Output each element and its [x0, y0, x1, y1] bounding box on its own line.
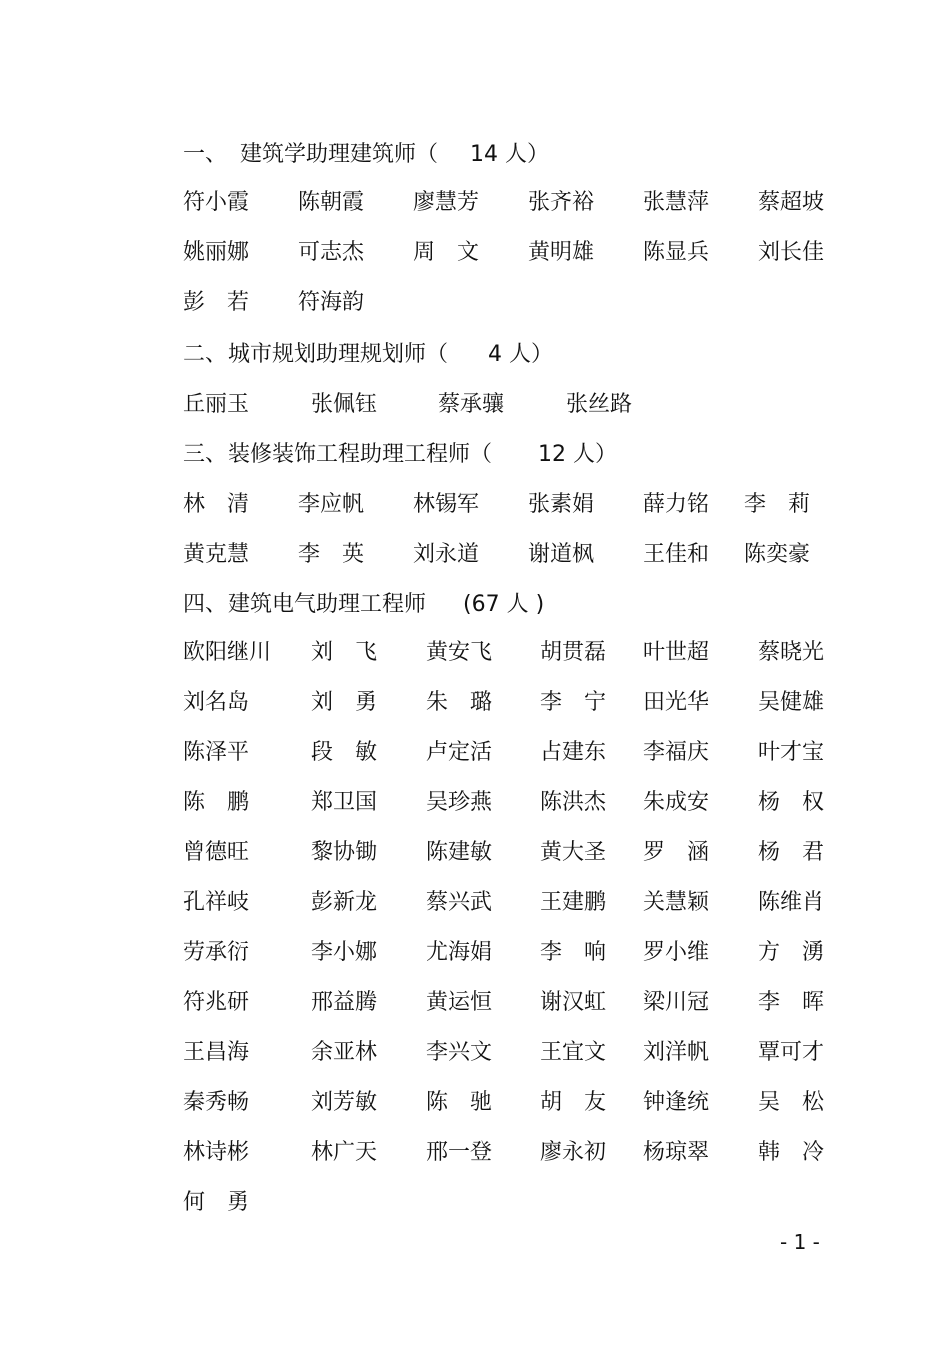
- person-name: 刘 飞: [311, 640, 378, 665]
- person-name: 段 敏: [311, 740, 378, 765]
- person-name: 黄克慧: [183, 542, 250, 567]
- section-heading-count: 14 人）: [470, 142, 549, 167]
- person-name: 黎协锄: [311, 840, 378, 865]
- person-name: 方 湧: [758, 940, 825, 965]
- person-name: 欧阳继川: [183, 640, 272, 665]
- person-name: 蔡晓光: [758, 640, 825, 665]
- person-name: 谢道枫: [528, 542, 595, 567]
- section-heading-prefix: 三、: [183, 442, 228, 467]
- person-name: 张齐裕: [528, 190, 595, 215]
- person-name: 王佳和: [643, 542, 710, 567]
- person-name: 卢定活: [426, 740, 493, 765]
- person-name: 胡 友: [540, 1090, 607, 1115]
- section-heading-title: 建筑学助理建筑师（: [240, 142, 439, 167]
- person-name: 陈 鹏: [183, 790, 250, 815]
- person-name: 林 清: [183, 492, 250, 517]
- person-name: 彭 若: [183, 290, 250, 315]
- person-name: 李 响: [540, 940, 607, 965]
- person-name: 余亚林: [311, 1040, 378, 1065]
- person-name: 叶世超: [643, 640, 710, 665]
- person-name: 蔡超坡: [758, 190, 825, 215]
- person-name: 薛力铭: [643, 492, 710, 517]
- person-name: 丘丽玉: [183, 392, 250, 417]
- person-name: 陈显兵: [643, 240, 710, 265]
- section-heading-title: 城市规划助理规划师（: [228, 342, 449, 367]
- person-name: 李兴文: [426, 1040, 493, 1065]
- person-name: 廖慧芳: [413, 190, 480, 215]
- person-name: 黄明雄: [528, 240, 595, 265]
- person-name: 陈维肖: [758, 890, 825, 915]
- person-name: 田光华: [643, 690, 710, 715]
- person-name: 彭新龙: [311, 890, 378, 915]
- person-name: 林锡军: [413, 492, 480, 517]
- person-name: 孔祥岐: [183, 890, 250, 915]
- person-name: 吴健雄: [758, 690, 825, 715]
- person-name: 姚丽娜: [183, 240, 250, 265]
- person-name: 罗小维: [643, 940, 710, 965]
- person-name: 朱成安: [643, 790, 710, 815]
- person-name: 陈奕豪: [744, 542, 811, 567]
- person-name: 罗 涵: [643, 840, 710, 865]
- section-heading-count: 12 人）: [538, 442, 617, 467]
- person-name: 邢一登: [426, 1140, 493, 1165]
- person-name: 廖永初: [540, 1140, 607, 1165]
- person-name: 尤海娟: [426, 940, 493, 965]
- person-name: 陈朝霞: [298, 190, 365, 215]
- person-name: 陈 驰: [426, 1090, 493, 1115]
- person-name: 周 文: [413, 240, 480, 265]
- person-name: 张素娟: [528, 492, 595, 517]
- section-heading-count: (67 人 ): [463, 592, 545, 617]
- person-name: 谢汉虹: [540, 990, 607, 1015]
- section-heading-prefix: 四、: [183, 592, 228, 617]
- person-name: 林广天: [311, 1140, 378, 1165]
- person-name: 何 勇: [183, 1190, 250, 1215]
- section-heading-title: 建筑电气助理工程师: [228, 592, 427, 617]
- person-name: 李 英: [298, 542, 365, 567]
- person-name: 刘名岛: [183, 690, 250, 715]
- section-heading-count: 4 人）: [488, 342, 553, 367]
- person-name: 杨 权: [758, 790, 825, 815]
- person-name: 秦秀畅: [183, 1090, 250, 1115]
- person-name: 蔡承骧: [438, 392, 505, 417]
- person-name: 李小娜: [311, 940, 378, 965]
- person-name: 张丝路: [566, 392, 633, 417]
- person-name: 吴 松: [758, 1090, 825, 1115]
- person-name: 符小霞: [183, 190, 250, 215]
- person-name: 蔡兴武: [426, 890, 493, 915]
- person-name: 陈洪杰: [540, 790, 607, 815]
- page-number: - 1 -: [780, 1230, 820, 1254]
- person-name: 曾德旺: [183, 840, 250, 865]
- person-name: 吴珍燕: [426, 790, 493, 815]
- person-name: 郑卫国: [311, 790, 378, 815]
- person-name: 张慧萍: [643, 190, 710, 215]
- person-name: 刘 勇: [311, 690, 378, 715]
- person-name: 梁川冠: [643, 990, 710, 1015]
- person-name: 叶才宝: [758, 740, 825, 765]
- section-heading-title: 装修装饰工程助理工程师（: [228, 442, 493, 467]
- person-name: 杨 君: [758, 840, 825, 865]
- person-name: 朱 璐: [426, 690, 493, 715]
- person-name: 占建东: [540, 740, 607, 765]
- person-name: 王宜文: [540, 1040, 607, 1065]
- person-name: 韩 冷: [758, 1140, 825, 1165]
- person-name: 劳承衍: [183, 940, 250, 965]
- person-name: 陈建敏: [426, 840, 493, 865]
- person-name: 刘永道: [413, 542, 480, 567]
- person-name: 王昌海: [183, 1040, 250, 1065]
- person-name: 可志杰: [298, 240, 365, 265]
- person-name: 刘洋帆: [643, 1040, 710, 1065]
- person-name: 杨琼翠: [643, 1140, 710, 1165]
- person-name: 关慧颖: [643, 890, 710, 915]
- person-name: 胡贯磊: [540, 640, 607, 665]
- section-heading-prefix: 二、: [183, 342, 228, 367]
- person-name: 黄运恒: [426, 990, 493, 1015]
- person-name: 张佩钰: [311, 392, 378, 417]
- person-name: 黄大圣: [540, 840, 607, 865]
- person-name: 覃可才: [758, 1040, 825, 1065]
- person-name: 符兆研: [183, 990, 250, 1015]
- person-name: 符海韵: [298, 290, 365, 315]
- person-name: 王建鹏: [540, 890, 607, 915]
- person-name: 李 宁: [540, 690, 607, 715]
- person-name: 钟逢统: [643, 1090, 710, 1115]
- person-name: 李应帆: [298, 492, 365, 517]
- person-name: 林诗彬: [183, 1140, 250, 1165]
- person-name: 李 晖: [758, 990, 825, 1015]
- person-name: 李 莉: [744, 492, 811, 517]
- person-name: 黄安飞: [426, 640, 493, 665]
- person-name: 李福庆: [643, 740, 710, 765]
- person-name: 陈泽平: [183, 740, 250, 765]
- section-heading-prefix: 一、: [183, 142, 228, 167]
- person-name: 刘长佳: [758, 240, 825, 265]
- person-name: 邢益腾: [311, 990, 378, 1015]
- person-name: 刘芳敏: [311, 1090, 378, 1115]
